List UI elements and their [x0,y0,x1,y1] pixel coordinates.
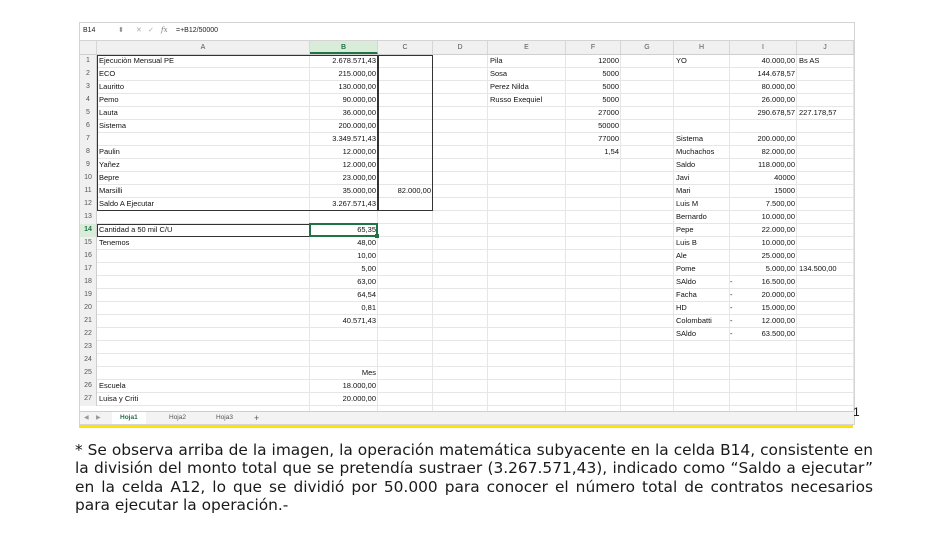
cell-i19-prefix: - [730,290,733,299]
name-box-stepper-icon[interactable]: ⬍ [118,27,124,34]
cell-h18[interactable]: SAldo [676,277,697,286]
column-header-b[interactable]: B [310,41,378,54]
cell-i2[interactable]: 144.678,57 [757,69,795,78]
row-header[interactable]: 13 [80,211,97,224]
cell-f5[interactable]: 27000 [598,108,619,117]
cell-i18-prefix: - [730,277,733,286]
cell-a15[interactable]: Tenemos [99,238,130,247]
cell-i19[interactable]: 20.000,00 [761,290,795,299]
row-header[interactable]: 26 [80,380,97,393]
table-row [80,55,854,68]
cell-b4[interactable]: 90.000,00 [342,95,376,104]
cell-h12[interactable]: Luis M [676,199,699,208]
cell-h7[interactable]: Sistema [676,134,704,143]
cell-b27[interactable]: 20.000,00 [342,394,376,403]
cell-c11[interactable]: 82.000,00 [397,186,431,195]
cell-i16[interactable]: 25.000,00 [761,251,795,260]
cell-i7[interactable]: 200.000,00 [757,134,795,143]
cell-h22[interactable]: SAldo [676,329,697,338]
cell-e3[interactable]: Perez Nilda [490,82,529,91]
cell-f1[interactable]: 12000 [598,56,619,65]
cell-grid[interactable] [80,55,854,411]
row-header[interactable]: 8 [80,146,97,159]
cell-b26[interactable]: 18.000,00 [342,381,376,390]
table-row [80,68,854,81]
cell-b10[interactable]: 23.000,00 [342,173,376,182]
table-row [80,185,854,198]
cell-b25[interactable]: Mes [361,368,376,377]
table-row [80,198,854,211]
row-header[interactable]: 7 [80,133,97,146]
cell-i21-prefix: - [730,316,733,325]
caption-text: * Se observa arriba de la imagen, la operación matemática subyacente en la celda B14, consistente en la división del monto total que se pretendía sustraer (3.267.571,43), indicado como “Saldo a ejecutar” en la celda A12, lo que se dividió por 50.000 para conocer el número total de contratos necesarios para ejecutar la operación.- [75,441,873,514]
function-icon[interactable]: fx [161,26,168,34]
cell-h13[interactable]: Bernardo [676,212,707,221]
column-header-row [80,41,854,55]
row-header[interactable]: 11 [80,185,97,198]
table-row [80,263,854,276]
cell-b6[interactable]: 200.000,00 [338,121,376,130]
row-header[interactable]: 20 [80,302,97,315]
cell-b15[interactable]: 48,00 [357,238,376,247]
cell-h20[interactable]: HD [676,303,687,312]
cell-i14[interactable]: 22.000,00 [761,225,795,234]
cell-b12[interactable]: 3.267.571,43 [332,199,376,208]
cell-i11[interactable]: 15000 [774,186,795,195]
row-header[interactable]: 3 [80,81,97,94]
cell-h14[interactable]: Pepe [676,225,694,234]
table-row [80,237,854,250]
cell-e2[interactable]: Sosa [490,69,508,78]
cell-i8[interactable]: 82.000,00 [761,147,795,156]
row-header[interactable]: 4 [80,94,97,107]
table-row [80,380,854,393]
highlight-rule [79,425,853,428]
table-row [80,120,854,133]
cell-h17[interactable]: Pome [676,264,696,273]
column-header-h[interactable]: H [674,41,730,54]
cell-a10[interactable]: Bepre [99,173,120,182]
table-row [80,172,854,185]
row-header[interactable]: 22 [80,328,97,341]
row-header[interactable]: 15 [80,237,97,250]
table-row [80,133,854,146]
cell-i10[interactable]: 40000 [774,173,795,182]
cell-h19[interactable]: Facha [676,290,697,299]
cell-i17[interactable]: 5.000,00 [765,264,795,273]
cell-b1[interactable]: 2.678.571,43 [332,56,376,65]
column-header-c[interactable]: C [378,41,433,54]
cell-b7[interactable]: 3.349.571,43 [332,134,376,143]
cell-i5[interactable]: 290.678,57 [757,108,795,117]
sheet-tab-hoja3[interactable]: Hoja3 [216,414,233,421]
cell-h10[interactable]: Javi [676,173,690,182]
cell-h8[interactable]: Muchachos [676,147,715,156]
formula-input[interactable]: =+B12/50000 [176,27,219,34]
cell-b9[interactable]: 12.000,00 [342,160,376,169]
cell-b17[interactable]: 5,00 [361,264,376,273]
sheet-prev-icon[interactable]: ◀ [84,415,89,421]
cell-a12[interactable]: Saldo A Ejecutar [99,199,155,208]
cell-i20-prefix: - [730,303,733,312]
cell-b2[interactable]: 215.000,00 [338,69,376,78]
row-header[interactable]: 10 [80,172,97,185]
sheet-tab-hoja1[interactable]: Hoja1 [112,412,146,425]
column-header-e[interactable]: E [488,41,566,54]
cell-f6[interactable]: 50000 [598,121,619,130]
row-header[interactable]: 1 [80,55,97,68]
table-row [80,159,854,172]
cell-i15[interactable]: 10.000,00 [761,238,795,247]
cell-i22-prefix: - [730,329,733,338]
table-row [80,315,854,328]
column-header-f[interactable]: F [566,41,621,54]
cell-a27[interactable]: Luisa y Criti [99,394,139,403]
cell-b18[interactable]: 63,00 [357,277,376,286]
cell-j1[interactable]: Bs AS [799,56,820,65]
page-number: 1 [853,405,860,419]
table-row [80,354,854,367]
row-header[interactable]: 2 [80,68,97,81]
select-all-corner[interactable] [80,41,97,54]
sheet-next-icon[interactable]: ▶ [96,415,101,421]
table-row [80,146,854,159]
cell-j5[interactable]: 227.178,57 [799,108,837,117]
add-sheet-button[interactable]: + [254,413,260,423]
row-header[interactable]: 16 [80,250,97,263]
row-header[interactable]: 17 [80,263,97,276]
column-header-j[interactable]: J [797,41,854,54]
sheet-tab-bar [80,411,854,425]
cell-a3[interactable]: Lauritto [99,82,125,91]
cell-a2[interactable]: ECO [99,69,116,78]
spreadsheet-screenshot [79,22,855,425]
table-row [80,107,854,120]
cell-h9[interactable]: Saldo [676,160,696,169]
cell-a1[interactable]: Ejecuciòn Mensual PE [99,56,175,65]
column-header-d[interactable]: D [433,41,488,54]
table-row [80,224,854,237]
cell-i12[interactable]: 7.500,00 [765,199,795,208]
name-box[interactable]: B14 [83,27,96,34]
cell-a5[interactable]: Lauta [99,108,118,117]
cell-a9[interactable]: Yañez [99,160,120,169]
cell-b8[interactable]: 12.000,00 [342,147,376,156]
cell-i20[interactable]: 15.000,00 [761,303,795,312]
row-header[interactable]: 19 [80,289,97,302]
cell-a26[interactable]: Escuela [99,381,126,390]
cell-i18[interactable]: 16.500,00 [761,277,795,286]
table-row [80,289,854,302]
cell-f2[interactable]: 5000 [602,69,619,78]
table-row [80,367,854,380]
table-row [80,211,854,224]
table-row [80,81,854,94]
cell-h1[interactable]: YO [676,56,687,65]
cell-b5[interactable]: 36.000,00 [342,108,376,117]
row-header[interactable]: 27 [80,393,97,406]
row-header[interactable]: 6 [80,120,97,133]
cell-f3[interactable]: 5000 [602,82,619,91]
cell-f7[interactable]: 77000 [598,134,619,143]
cell-i22[interactable]: 63.500,00 [761,329,795,338]
cell-i9[interactable]: 118.000,00 [758,160,795,169]
column-header-g[interactable]: G [621,41,674,54]
cell-i4[interactable]: 26.000,00 [761,95,795,104]
cell-b19[interactable]: 64,54 [357,290,376,299]
row-header[interactable]: 23 [80,341,97,354]
row-header[interactable]: 12 [80,198,97,211]
cell-a11[interactable]: Marsilli [99,186,123,195]
row-header[interactable]: 25 [80,367,97,380]
row-header[interactable]: 24 [80,354,97,367]
cell-b11[interactable]: 35.000,00 [342,186,376,195]
cell-f8[interactable]: 1,54 [604,147,619,156]
cell-i1[interactable]: 40.000,00 [761,56,795,65]
cell-f4[interactable]: 5000 [602,95,619,104]
fill-handle[interactable] [375,234,379,238]
cell-e1[interactable]: Pila [490,56,503,65]
row-header[interactable]: 14 [80,224,97,237]
table-row [80,302,854,315]
check-icon[interactable]: ✓ [148,27,154,34]
cell-b20[interactable]: 0,81 [361,303,376,312]
table-row [80,341,854,354]
row-header[interactable]: 18 [80,276,97,289]
row-header[interactable]: 5 [80,107,97,120]
cell-e4[interactable]: Russo Exequiel [490,95,543,104]
cell-i13[interactable]: 10.000,00 [761,212,795,221]
cell-b16[interactable]: 10,00 [357,251,376,260]
sheet-tab-hoja2[interactable]: Hoja2 [169,414,186,421]
formula-bar [80,23,854,41]
table-row [80,393,854,406]
cell-b14[interactable]: 65,35 [357,225,376,234]
cell-h21[interactable]: Colombatti [676,316,712,325]
cell-a14[interactable]: Cantidad a 50 mil C/U [99,225,173,234]
cell-h15[interactable]: Luis B [676,238,697,247]
row-header[interactable]: 21 [80,315,97,328]
cell-b3[interactable]: 130.000,00 [338,82,376,91]
cell-i21[interactable]: 12.000,00 [761,316,795,325]
cell-h11[interactable]: Mari [676,186,691,195]
close-icon[interactable]: ✕ [136,27,142,34]
cell-h16[interactable]: Ale [676,251,687,260]
table-row [80,94,854,107]
row-header[interactable]: 9 [80,159,97,172]
table-row [80,276,854,289]
cell-a6[interactable]: Sistema [99,121,127,130]
cell-i3[interactable]: 80.000,00 [761,82,795,91]
cell-a4[interactable]: Pemo [99,95,119,104]
cell-j17[interactable]: 134.500,00 [799,264,837,273]
column-header-i[interactable]: I [730,41,797,54]
table-row [80,250,854,263]
table-row [80,328,854,341]
cell-b21[interactable]: 40.571,43 [342,316,376,325]
column-header-a[interactable]: A [97,41,310,54]
cell-a8[interactable]: Paulin [99,147,120,156]
